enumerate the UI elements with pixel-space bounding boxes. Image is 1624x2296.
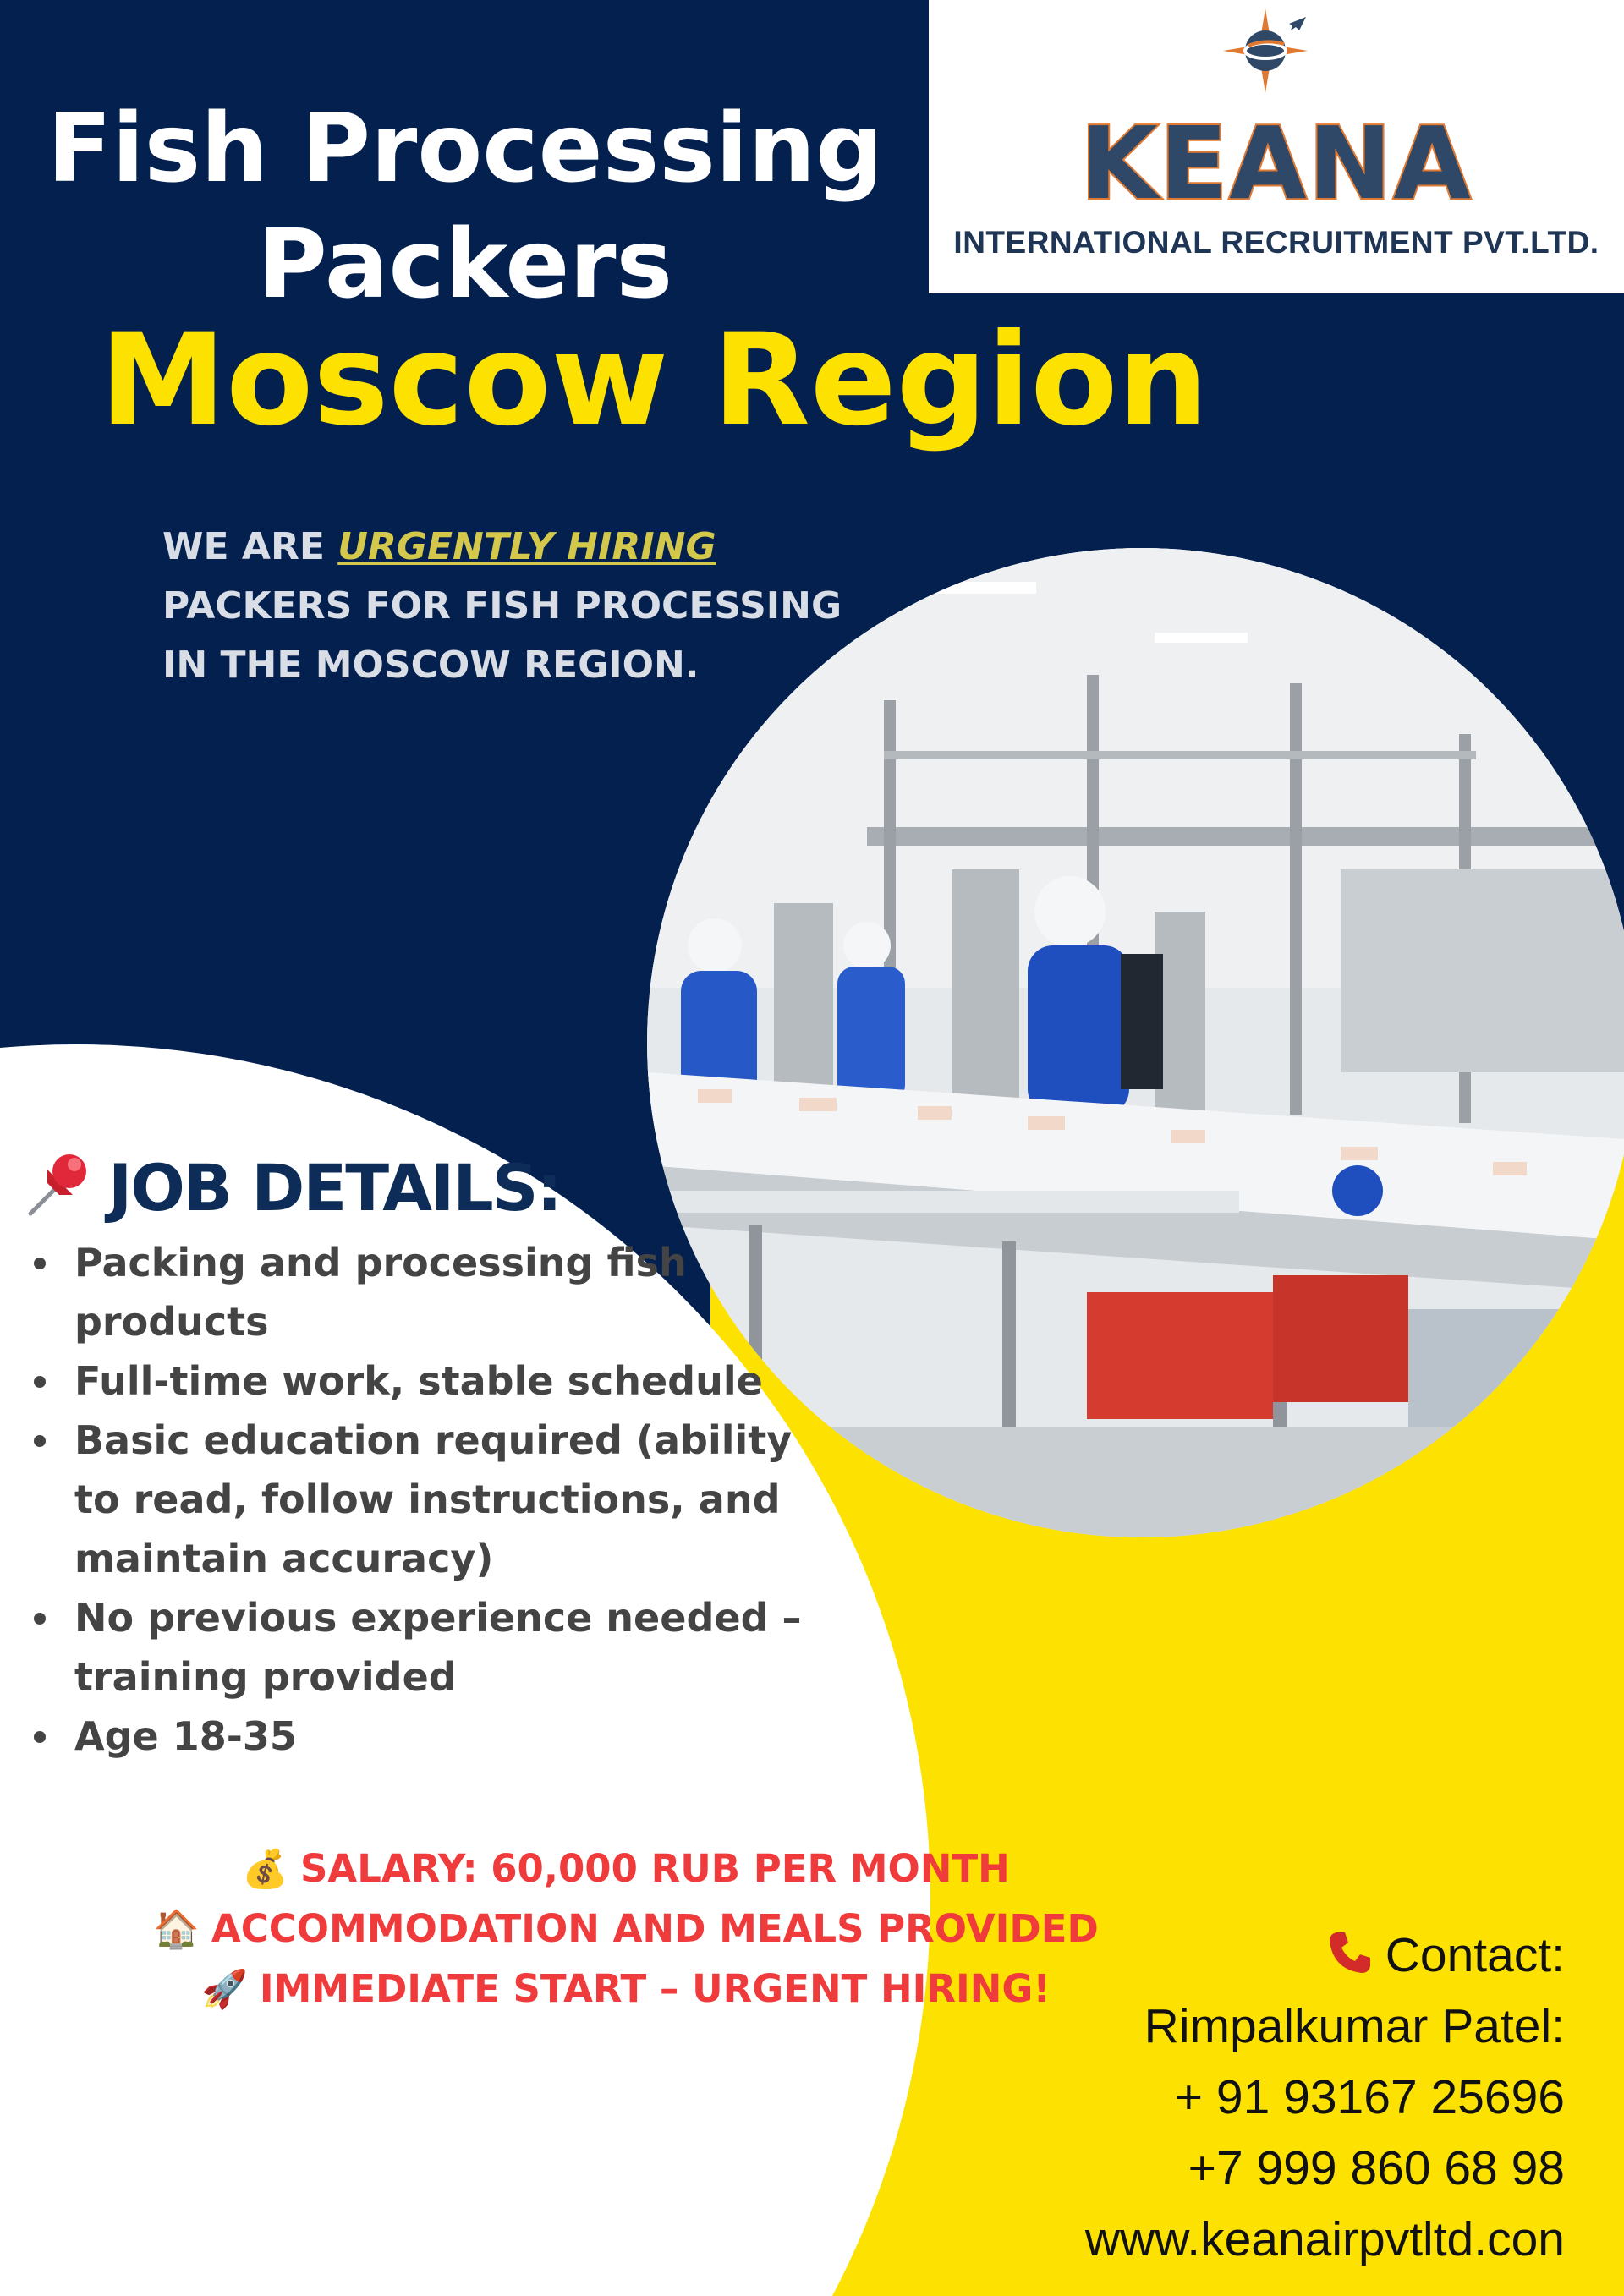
list-item: Full-time work, stable schedule	[24, 1351, 836, 1411]
poster-title	[34, 91, 897, 323]
money-bag-icon: 💰	[242, 1848, 288, 1891]
contact-phone-india[interactable]: + 91 93167 25696	[1174, 2070, 1565, 2124]
salary-text: SALARY: 60,000 RUB PER MONTH	[299, 1846, 1010, 1891]
title-line-1: Fish Processing	[47, 94, 884, 204]
logo-name: KEANA	[1080, 105, 1473, 222]
contact-block	[930, 1920, 1565, 2275]
job-details-title: JOB DETAILS:	[108, 1150, 561, 1225]
contact-website[interactable]: www.keanairpvtltd.con	[1084, 2212, 1565, 2266]
rocket-icon: 🚀	[201, 1968, 248, 2011]
job-details-list	[24, 1233, 836, 1766]
logo-subtitle: INTERNATIONAL RECRUITMENT PVT.LTD.	[953, 225, 1599, 260]
list-item: Basic education required (ability to read, follow instructions, and maintain accuracy)	[24, 1411, 836, 1588]
contact-phone-russia[interactable]: +7 999 860 68 98	[1188, 2141, 1565, 2195]
region-title: Moscow Region	[100, 307, 1209, 454]
house-icon: 🏠	[153, 1908, 200, 1951]
title-line-2: Packers	[257, 210, 673, 320]
list-item: Age 18-35	[24, 1707, 836, 1766]
contact-label: Contact:	[1385, 1928, 1565, 1982]
list-item: Packing and processing fish products	[24, 1233, 836, 1351]
urgent-hiring-highlight: URGENTLY HIRING	[337, 525, 716, 568]
pushpin-icon	[22, 1146, 96, 1220]
accommodation-text: ACCOMMODATION AND MEALS PROVIDED	[211, 1906, 1099, 1951]
contact-label-line	[930, 1920, 1565, 1991]
intro-text	[162, 518, 890, 695]
compass-globe-plane-icon	[1215, 5, 1316, 96]
intro-line-3: IN THE MOSCOW REGION.	[162, 644, 700, 687]
intro-line-2: PACKERS FOR FISH PROCESSING	[162, 584, 842, 627]
intro-line-1	[162, 518, 890, 577]
contact-name: Rimpalkumar Patel:	[1144, 1999, 1565, 2053]
list-item: No previous experience needed – training provided	[24, 1588, 836, 1707]
intro-prefix: WE ARE	[162, 525, 338, 568]
telephone-icon	[1325, 1927, 1375, 1978]
start-text: IMMEDIATE START – URGENT HIRING!	[259, 1966, 1051, 2011]
salary-line	[0, 1839, 1252, 1899]
job-details-heading	[22, 1146, 561, 1230]
